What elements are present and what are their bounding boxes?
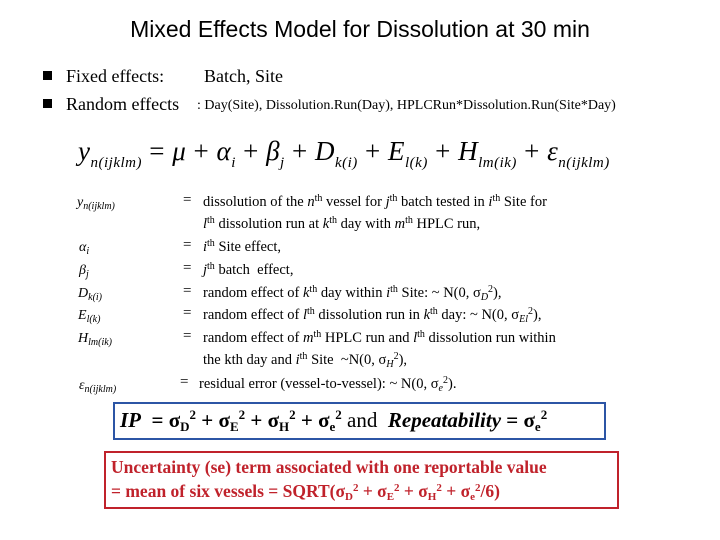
bullet-fixed-effects [43,66,164,87]
def-symbol-beta: $\beta_j$ [79,263,89,280]
bullet-label: Fixed effects: [66,66,165,86]
bullet-random-effects [43,94,179,115]
def-symbol-d: $D_{k(i)}$ [78,286,103,303]
def-equals: = [183,283,192,299]
def-text-h-line1: random effect of $m^{th}$ HPLC run and $l^{th}$ dissolution run within [203,329,556,346]
uncertainty-line1: Uncertainty (se) term associated with one reportable value [111,457,547,477]
ip-and: and [347,408,378,432]
bullet-random-effects-value: : Day(Site), Dissolution.Run(Day), HPLCRun*Dissolution.Run(Site*Day) [197,98,616,113]
square-bullet-icon [43,71,52,80]
def-symbol-epsilon: $\varepsilon_{n(ijklm)}$ [79,378,117,395]
def-equals: = [180,374,189,390]
def-equals: = [183,260,192,276]
def-equals: = [183,237,192,253]
def-equals: = [183,192,192,208]
bullet-fixed-effects-value: Batch, Site [204,66,283,86]
def-equals: = [183,328,192,344]
def-text-alpha: $i^{th}$ Site effect, [203,238,281,255]
model-equation: $y_{n(ijklm)} = \mu + \alpha_i + \beta_j + D_{k(i)} + E_{l(k)} + H_{lm(ik)} + \varepsilon_{n(ijklm)}$ [78,136,610,171]
def-symbol-e: $E_{l(k)}$ [78,308,101,325]
ip-formula: IP = $\sigma_D^2 + \sigma_E^2 + \sigma_H^2 + \sigma_e^2$ and Repeatability = $\sigma_e^2$ [120,407,548,434]
def-symbol-y: $y_{n(ijklm)}$ [77,195,115,212]
slide-title: Mixed Effects Model for Dissolution at 30 min [130,16,590,42]
def-text-y-line2: $l^{th}$ dissolution run at $k^{th}$ day with $m^{th}$ HPLC run, [203,215,481,232]
def-text-y-line1: dissolution of the $n^{th}$ vessel for $j^{th}$ batch tested in $i^{th}$ Site for [203,193,547,210]
def-symbol-h: $H_{lm(ik)}$ [78,331,113,348]
def-text-epsilon: residual error (vessel-to-vessel): ~ N(0, $\sigma_e^2$). [199,375,457,394]
def-text-e: random effect of $l^{th}$ dissolution run in $k^{th}$ day: ~ N(0, $\sigma_{El}^2$), [203,306,542,325]
uncertainty-line2: = mean of six vessels = $SQRT(\sigma_D^2 + \sigma_E^2 + \sigma_H^2 + \sigma_e^2/6)$ [111,481,500,503]
def-text-h-line2: the kth day and $i^{th}$ Site ~N(0, $\sigma_H^2$), [203,351,408,370]
def-text-beta: $j^{th}$ batch effect, [203,261,294,278]
def-text-d: random effect of $k^{th}$ day within $i^{th}$ Site: ~ N(0, $\sigma_D^2$), [203,284,502,303]
bullet-label: Random effects [66,94,180,114]
def-equals: = [183,305,192,321]
repeatability-label: Repeatability [387,408,502,432]
ip-label: IP [120,408,141,432]
square-bullet-icon [43,99,52,108]
def-symbol-alpha: $\alpha_i$ [79,240,90,257]
